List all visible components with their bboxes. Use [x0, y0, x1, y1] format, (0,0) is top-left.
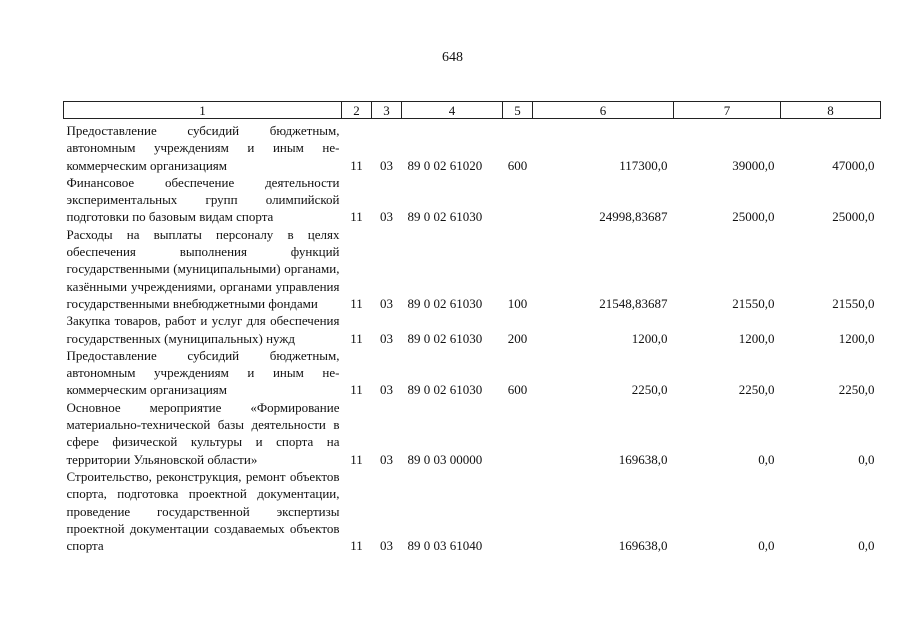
expense-type-code: [503, 399, 533, 468]
row-name: Строительство, реконструкция, ремонт объектов спорта, подготовка проектной документации, проведение государственной экспертизы проектной документации создаваемых объектов спорта: [66, 468, 340, 554]
amount-col-8: 0,0: [858, 451, 875, 467]
subsection-code: 03: [380, 451, 393, 467]
expense-type-code: 600: [507, 157, 528, 173]
target-article-code: 89 0 02 61030: [407, 382, 483, 398]
amount-col-7: 21550,0: [732, 295, 775, 311]
target-article-code: 89 0 02 61030: [407, 295, 483, 311]
table-row: [64, 119, 881, 174]
amount-col-6: 1200,0: [631, 330, 668, 346]
table-row: [64, 312, 881, 347]
row-name: Закупка товаров, работ и услуг для обеспечения государственных (муниципальных) нужд: [66, 313, 340, 346]
amount-col-8: 2250,0: [838, 382, 875, 398]
column-header-4: 4: [402, 102, 503, 119]
section-code: 11: [350, 330, 363, 346]
expense-type-code: [503, 468, 533, 554]
amount-col-7: 2250,0: [738, 382, 775, 398]
target-article-code: 89 0 03 00000: [407, 451, 483, 467]
column-header-7: 7: [674, 102, 781, 119]
section-code: 11: [350, 209, 363, 225]
subsection-code: 03: [380, 382, 393, 398]
amount-col-7: 39000,0: [732, 157, 775, 173]
table-header-row: [64, 102, 881, 119]
amount-col-7: 25000,0: [732, 209, 775, 225]
amount-col-7: 0,0: [758, 451, 775, 467]
amount-col-8: 21550,0: [832, 295, 875, 311]
column-header-1: 1: [64, 102, 342, 119]
target-article-code: 89 0 02 61020: [407, 157, 483, 173]
table-row: [64, 468, 881, 554]
subsection-code: 03: [380, 295, 393, 311]
amount-col-8: 0,0: [858, 538, 875, 554]
section-code: 11: [350, 538, 363, 554]
section-code: 11: [350, 157, 363, 173]
column-header-3: 3: [372, 102, 402, 119]
amount-col-7: 0,0: [758, 538, 775, 554]
row-name: Расходы на выплаты персоналу в целях обеспечения выполнения функций государственными (муниципальными) органами, казёнными учреждениями, органами управления государственными внебюджетными фондами: [66, 226, 340, 311]
column-header-5: 5: [503, 102, 533, 119]
amount-col-8: 25000,0: [832, 209, 875, 225]
subsection-code: 03: [380, 538, 393, 554]
amount-col-6: 117300,0: [619, 157, 668, 173]
amount-col-8: 47000,0: [832, 157, 875, 173]
table-row: [64, 226, 881, 312]
column-header-2: 2: [342, 102, 372, 119]
row-name: Предоставление субсидий бюджетным, автономным учреждениям и иным не-коммерческим организациям: [66, 123, 340, 173]
table-row: [64, 174, 881, 226]
expense-type-code: [503, 174, 533, 226]
amount-col-6: 21548,83687: [599, 295, 668, 311]
budget-table: [63, 101, 881, 554]
table-row: [64, 347, 881, 399]
page-number: 648: [442, 50, 463, 65]
row-name: Основное мероприятие «Формирование материально-технической базы деятельности в сфере физической культуры и спорта на территории Ульяновской области»: [66, 399, 340, 467]
target-article-code: 89 0 02 61030: [407, 209, 483, 225]
expense-type-code: 600: [507, 382, 528, 398]
row-name: Финансовое обеспечение деятельности экспериментальных групп олимпийской подготовки по базовым видам спорта: [66, 174, 340, 225]
expense-type-code: 200: [507, 330, 528, 346]
column-header-6: 6: [533, 102, 674, 119]
section-code: 11: [350, 295, 363, 311]
target-article-code: 89 0 03 61040: [407, 538, 483, 554]
row-name: Предоставление субсидий бюджетным, автономным учреждениям и иным не-коммерческим организациям: [66, 347, 340, 398]
amount-col-6: 24998,83687: [599, 209, 668, 225]
amount-col-6: 169638,0: [618, 451, 668, 467]
section-code: 11: [350, 451, 363, 467]
section-code: 11: [350, 382, 363, 398]
target-article-code: 89 0 02 61030: [407, 330, 483, 346]
amount-col-8: 1200,0: [838, 330, 875, 346]
amount-col-6: 2250,0: [631, 382, 668, 398]
subsection-code: 03: [380, 330, 393, 346]
subsection-code: 03: [380, 209, 393, 225]
amount-col-7: 1200,0: [738, 330, 775, 346]
table-row: [64, 399, 881, 468]
subsection-code: 03: [380, 157, 393, 173]
amount-col-6: 169638,0: [618, 538, 668, 554]
expense-type-code: 100: [507, 295, 528, 311]
column-header-8: 8: [781, 102, 881, 119]
